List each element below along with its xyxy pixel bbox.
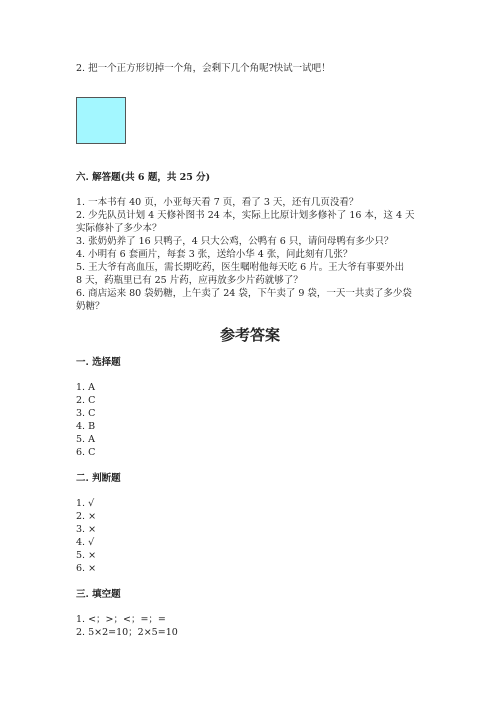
answer-item: 1. √ [76, 498, 95, 509]
answer-item: 4. B [76, 421, 96, 432]
problem-line: 2. 少先队员计划 4 天修补图书 24 本，实际上比原计划多修补了 16 本，这 4 天 [76, 210, 415, 221]
answer-item: 1. <；>；<；=；= [76, 614, 166, 625]
answer-item: 3. × [76, 524, 97, 535]
answer-item: 6. × [76, 563, 97, 574]
problem-line: 奶糖？ [76, 301, 105, 312]
answer-item: 1. A [76, 382, 95, 393]
problem-line: 1. 一本书有 40 页，小亚每天看 7 页，看了 3 天，还有几页没看？ [76, 197, 359, 208]
square-figure [76, 97, 126, 144]
problem-line: 实际修补了多少本？ [76, 223, 162, 234]
problem-line: 8 天，药瓶里已有 25 片药，应再放多少片药就够了？ [76, 275, 303, 286]
answer-item: 6. C [76, 447, 96, 458]
answers-section-3-heading: 三. 填空题 [76, 589, 121, 600]
answer-item: 5. × [76, 550, 97, 561]
problem-line: 5. 王大爷有高血压，需长期吃药，医生嘱咐他每天吃 6 片。王大爷有事要外出 [76, 262, 405, 273]
answer-item: 2. C [76, 395, 96, 406]
answers-section-1-heading: 一. 选择题 [76, 357, 121, 368]
answer-item: 5. A [76, 434, 95, 445]
problem-line: 3. 张奶奶养了 16 只鸭子，4 只大公鸡，公鸭有 6 只，请问母鸭有多少只？ [76, 236, 394, 247]
problem-line: 4. 小明有 6 套画片，每套 3 张，送给小华 4 张，问此刻有几张？ [76, 249, 353, 260]
problem-line: 6. 商店运来 80 袋奶糖，上午卖了 24 袋，下午卖了 9 袋，一天一共卖了多少袋 [76, 288, 412, 299]
answer-item: 2. 5×2=10；2×5=10 [76, 627, 178, 638]
question-2: 2. 把一个正方形切掉一个角，会剩下几个角呢?快试一试吧！ [76, 63, 331, 74]
answer-item: 4. √ [76, 537, 95, 548]
answers-section-2-heading: 二. 判断题 [76, 473, 121, 484]
answer-item: 3. C [76, 408, 96, 419]
section-6-heading: 六. 解答题(共 6 题，共 25 分) [76, 172, 211, 183]
answer-item: 2. × [76, 511, 97, 522]
answers-title: 参考答案 [219, 326, 280, 344]
